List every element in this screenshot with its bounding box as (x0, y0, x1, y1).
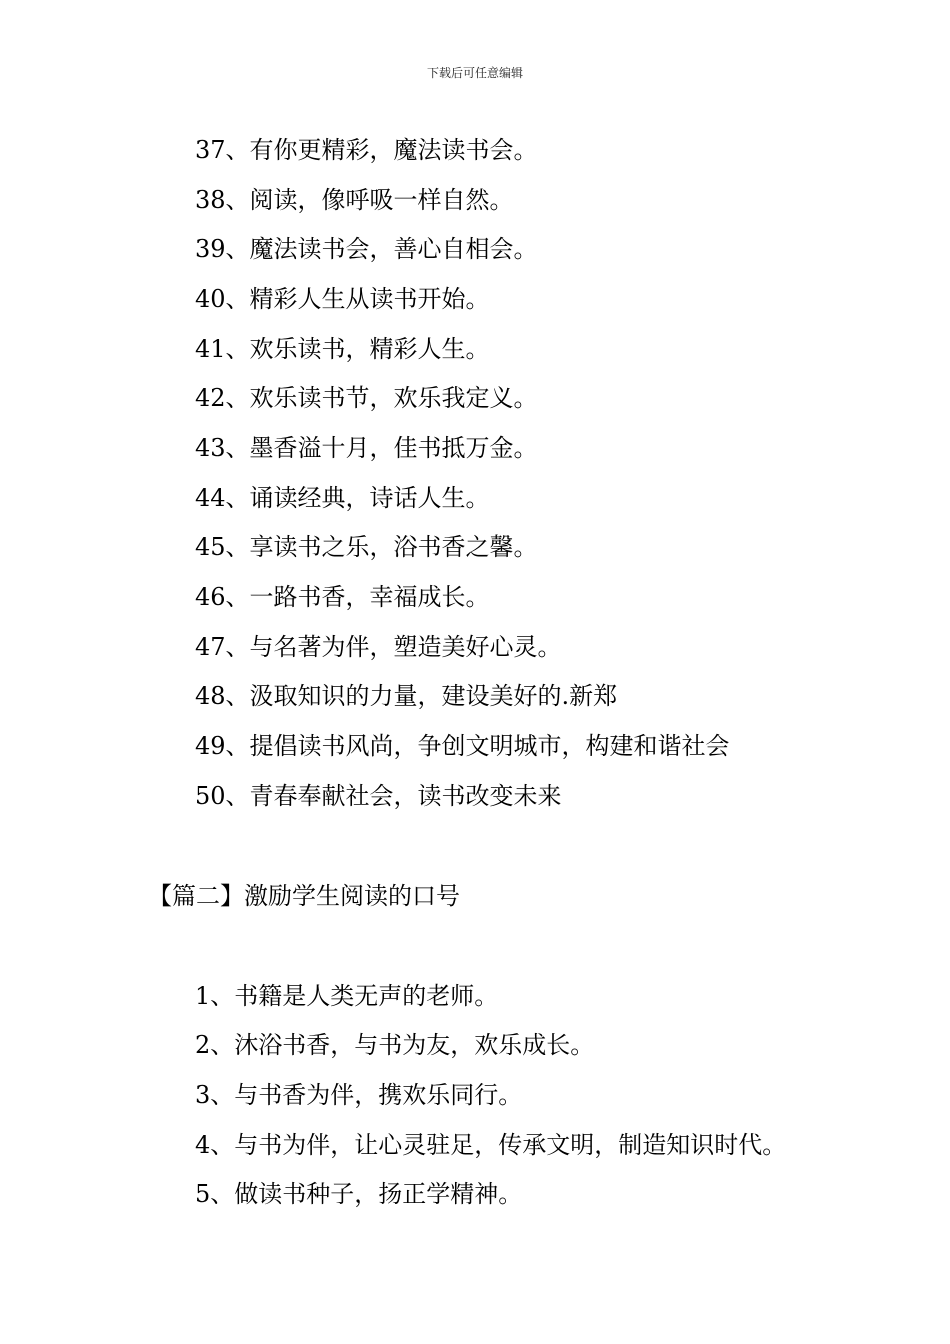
list-item: 4、与书为伴，让心灵驻足，传承文明，制造知识时代。 (195, 1131, 787, 1159)
list-item: 3、与书香为伴，携欢乐同行。 (195, 1081, 523, 1109)
list-item: 2、沐浴书香，与书为友，欢乐成长。 (195, 1031, 595, 1059)
section-title: 【篇二】激励学生阅读的口号 (148, 882, 460, 910)
list-item: 5、做读书种子，扬正学精神。 (195, 1180, 523, 1208)
list-item: 44、诵读经典，诗话人生。 (195, 484, 490, 512)
list-item: 39、魔法读书会，善心自相会。 (195, 235, 538, 263)
list-item: 1、书籍是人类无声的老师。 (195, 982, 499, 1010)
list-item: 41、欢乐读书，精彩人生。 (195, 335, 490, 363)
list-item: 45、享读书之乐，浴书香之馨。 (195, 533, 538, 561)
list-item: 46、一路书香，幸福成长。 (195, 583, 490, 611)
list-item: 37、有你更精彩，魔法读书会。 (195, 136, 538, 164)
list-item: 40、精彩人生从读书开始。 (195, 285, 490, 313)
list-item: 48、汲取知识的力量，建设美好的.新郑 (195, 682, 618, 710)
list-item: 49、提倡读书风尚，争创文明城市，构建和谐社会 (195, 732, 730, 760)
list-item: 38、阅读，像呼吸一样自然。 (195, 186, 514, 214)
list-item: 47、与名著为伴，塑造美好心灵。 (195, 633, 562, 661)
list-item: 42、欢乐读书节，欢乐我定义。 (195, 384, 538, 412)
list-item: 50、青春奉献社会，读书改变未来 (195, 782, 562, 810)
list-item: 43、墨香溢十月，佳书抵万金。 (195, 434, 538, 462)
page-header: 下载后可任意编辑 (426, 66, 523, 80)
